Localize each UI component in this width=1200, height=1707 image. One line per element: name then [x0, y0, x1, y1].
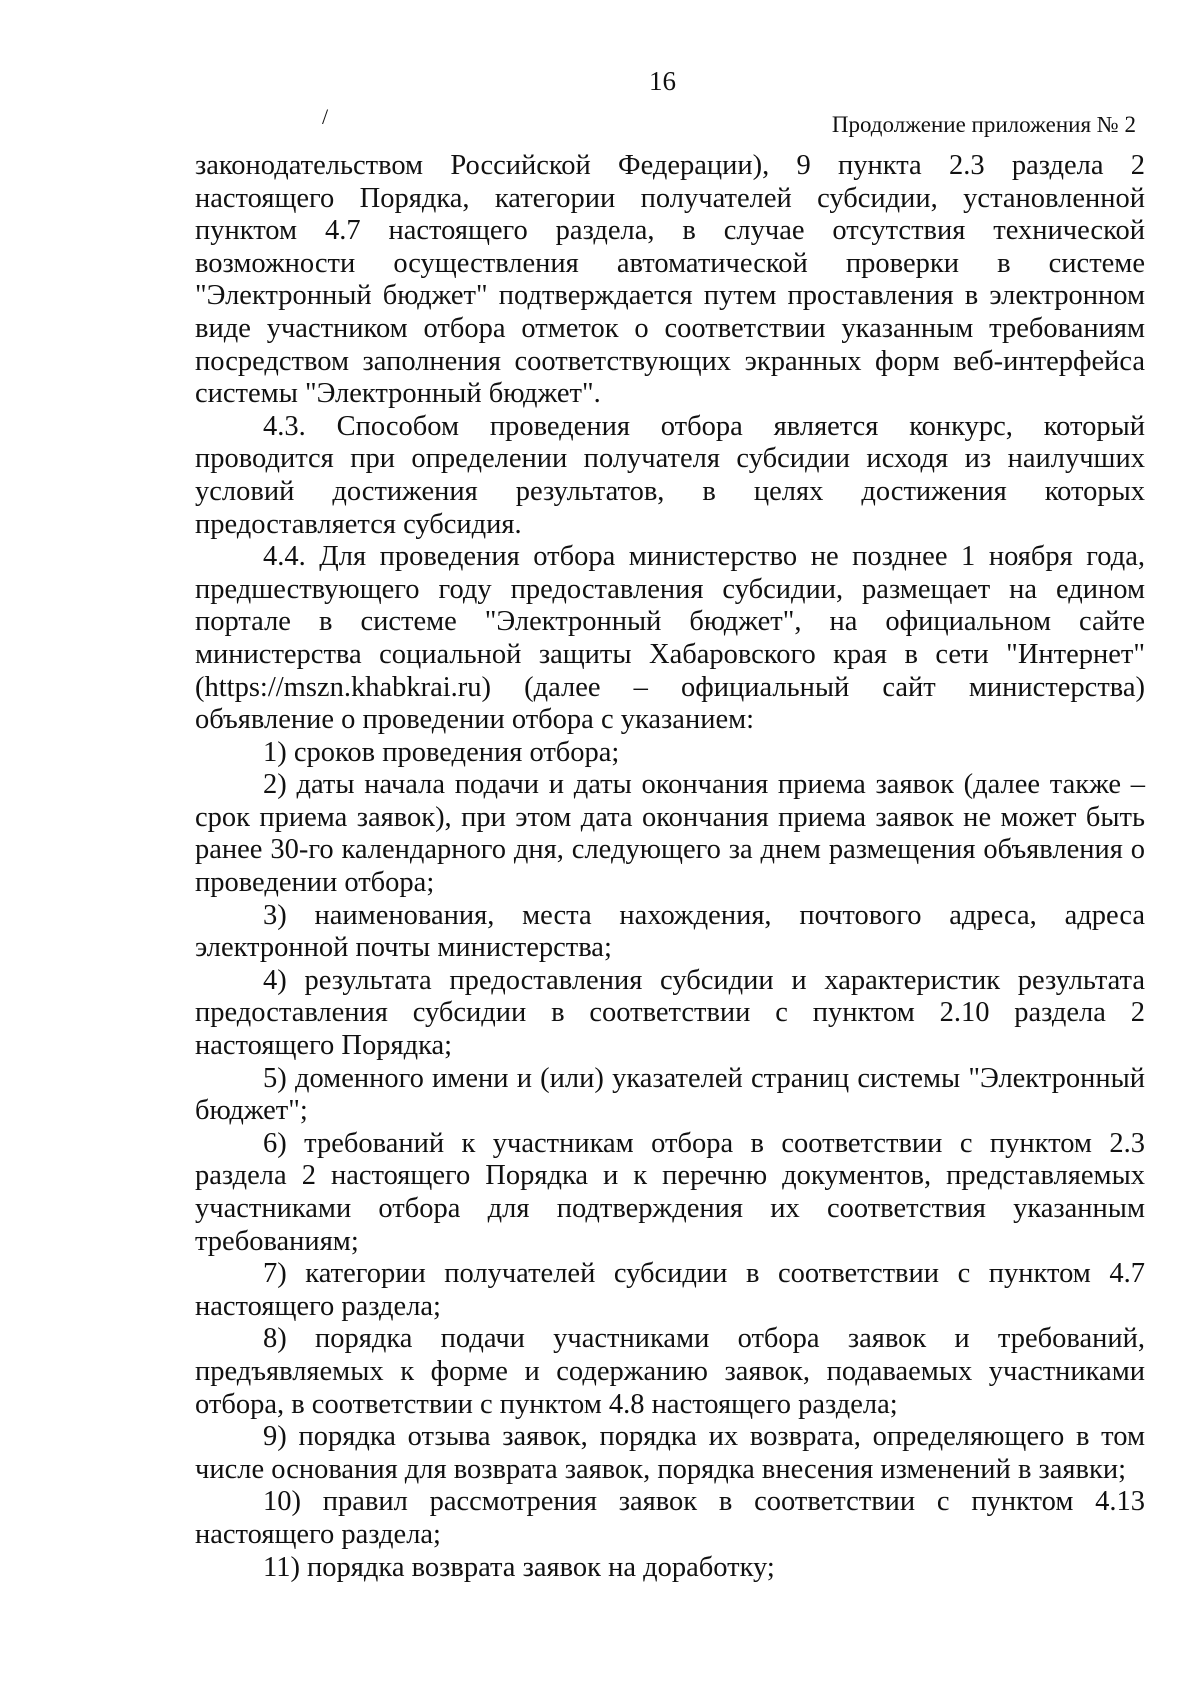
appendix-continuation-label: Продолжение приложения № 2: [831, 112, 1136, 137]
list-item-10: 10) правил рассмотрения заявок в соответствии с пунктом 4.13 настоящего раздела;: [195, 1486, 1145, 1550]
document-body: [195, 150, 1145, 1584]
stray-mark: /: [322, 104, 329, 129]
list-item-8: 8) порядка подачи участниками отбора заявок и требований, предъявляемых к форме и содержанию заявок, подаваемых участниками отбора, в соответствии с пунктом 4.8 настоящего раздела;: [195, 1323, 1145, 1420]
paragraph-4-4: 4.4. Для проведения отбора министерство не позднее 1 ноября года, предшествующего году предоставления субсидии, размещает на едином портале в системе "Электронный бюджет", на официальном сайте министерства социальной защиты Хабаровского края в сети "Интернет" (https://mszn.khabkrai.ru) (далее – официальный сайт министерства) объявление о проведении отбора с указанием:: [195, 541, 1145, 736]
list-item-4: 4) результата предоставления субсидии и характеристик результата предоставления субсидии в соответствии с пунктом 2.10 раздела 2 настоящего Порядка;: [195, 964, 1145, 1062]
paragraph-continuation: законодательством Российской Федерации), 9 пункта 2.3 раздела 2 настоящего Порядка, категории получателей субсидии, установленной пунктом 4.7 настоящего раздела, в случае отсутствия технической возможности осуществления автоматической проверки в системе "Электронный бюджет" подтверждается путем проставления в электронном виде участником отбора отметок о соответствии указанным требованиям посредством заполнения соответствующих экранных форм веб-интерфейса системы "Электронный бюджет".: [195, 150, 1145, 410]
list-item-1: 1) сроков проведения отбора;: [263, 736, 620, 768]
list-item-9: 9) порядка отзыва заявок, порядка их возврата, определяющего в том числе основания для возврата заявок, порядка внесения изменений в заявки;: [195, 1421, 1145, 1485]
paragraph-4-3: 4.3. Способом проведения отбора является конкурс, который проводится при определении получателя субсидии исходя из наилучших условий достижения результатов, в целях достижения которых предоставляется субсидия.: [195, 410, 1145, 540]
list-item-2: 2) даты начала подачи и даты окончания приема заявок (далее также – срок приема заявок), при этом дата окончания приема заявок не может быть ранее 30-го календарного дня, следующего за днем размещения объявления о проведении отбора;: [195, 769, 1145, 899]
list-item-7: 7) категории получателей субсидии в соответствии с пунктом 4.7 настоящего раздела;: [195, 1258, 1145, 1322]
list-item-5: 5) доменного имени и (или) указателей страниц системы "Электронный бюджет";: [195, 1062, 1145, 1127]
list-item-3: 3) наименования, места нахождения, почтового адреса, адреса электронной почты министерства;: [195, 899, 1145, 964]
page-number: 16: [649, 66, 676, 96]
list-item-11: 11) порядка возврата заявок на доработку;: [263, 1551, 775, 1583]
list-item-6: 6) требований к участникам отбора в соответствии с пунктом 2.3 раздела 2 настоящего Порядка и к перечню документов, представляемых участниками отбора для подтверждения их соответствия указанным требованиям;: [195, 1127, 1145, 1257]
